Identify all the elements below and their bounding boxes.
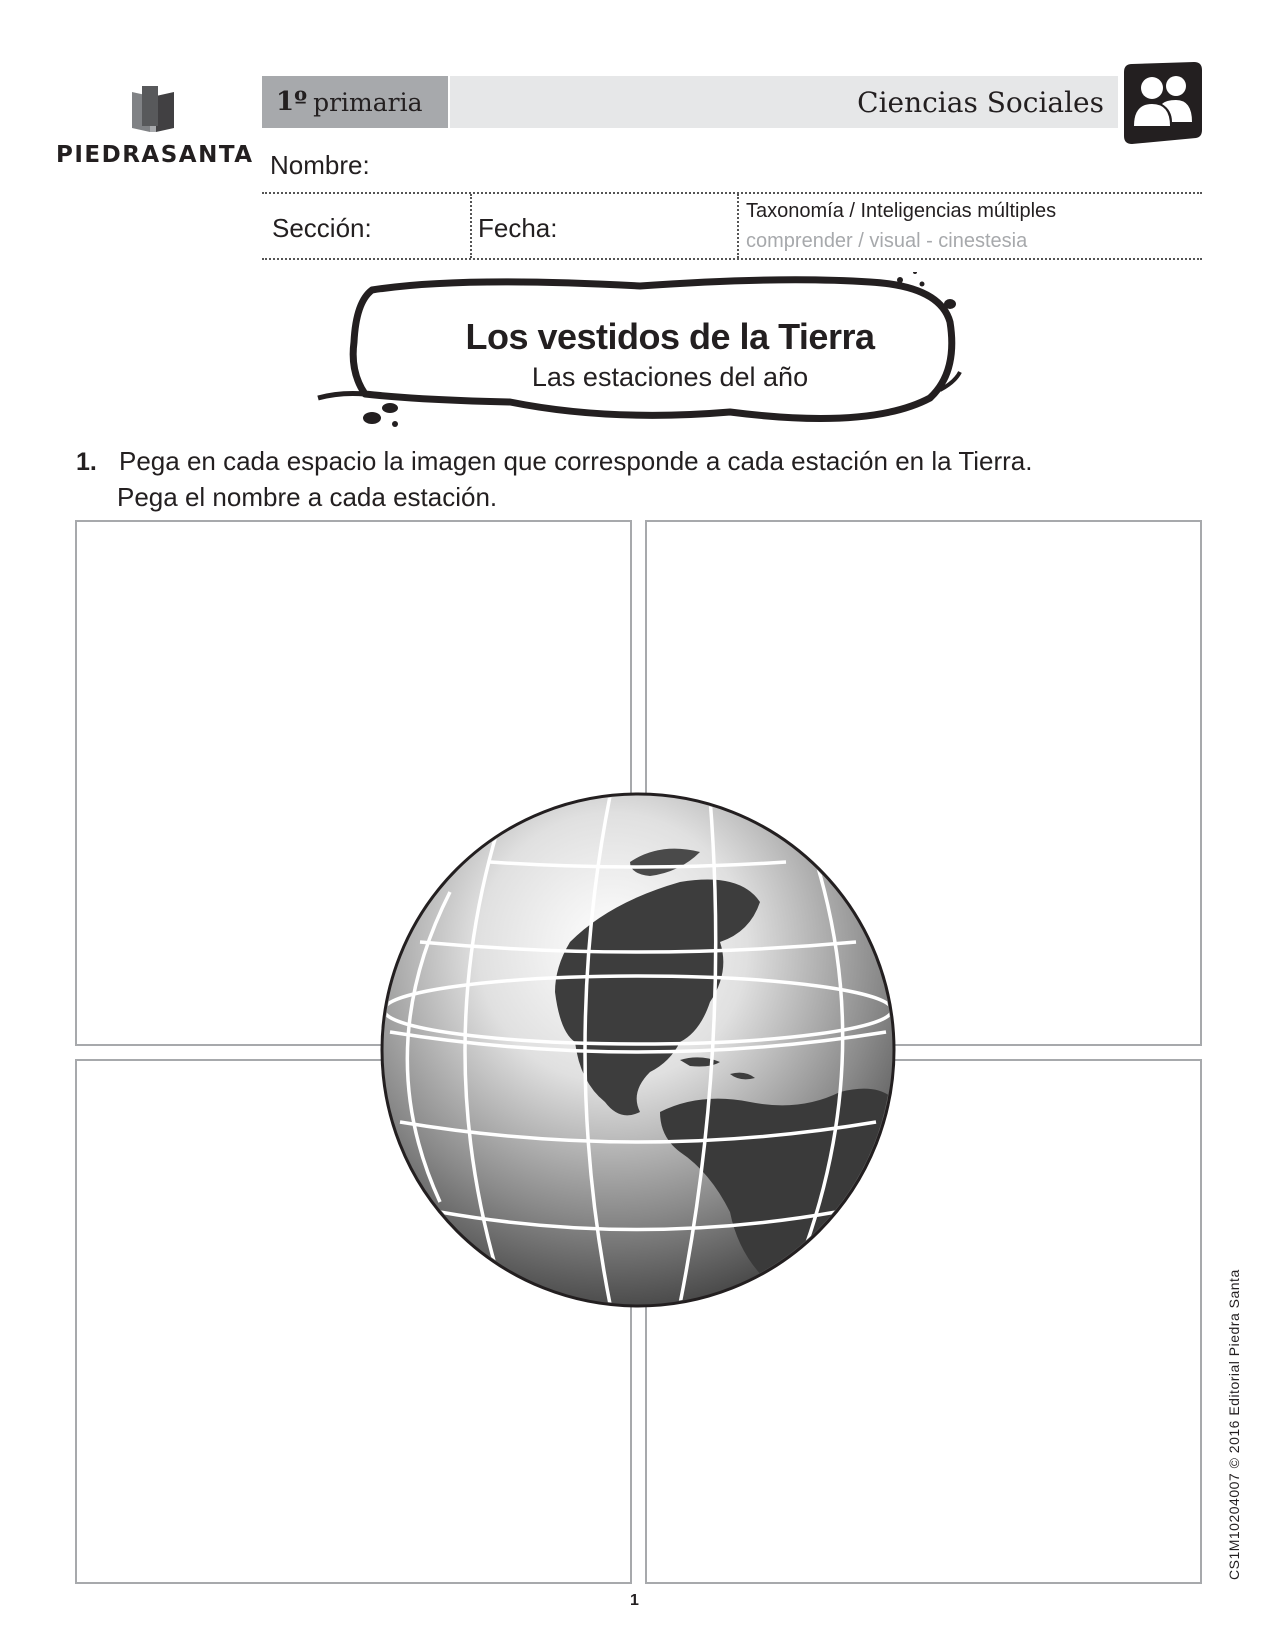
- page-title: Los vestidos de la Tierra: [465, 316, 875, 357]
- divider: [262, 258, 1202, 260]
- page-subtitle: Las estaciones del año: [531, 362, 809, 392]
- taxonomy-value: comprender / visual - cinestesia: [746, 230, 1028, 252]
- subject-title: Ciencias Sociales: [857, 85, 1104, 119]
- book-logo-icon: [128, 86, 178, 134]
- publisher-logo-text: PIEDRASANTA: [56, 142, 254, 168]
- instruction-line: Pega el nombre a cada estación.: [117, 482, 498, 512]
- date-label: Fecha:: [478, 213, 558, 243]
- instruction-line: Pega en cada espacio la imagen que corresponde a cada estación en la Tierra.: [119, 446, 1033, 476]
- instruction-number: 1.: [76, 448, 97, 476]
- grade-label: primaria: [313, 87, 423, 117]
- grade-number: 1º: [276, 87, 308, 117]
- page-number: 1: [630, 1592, 639, 1609]
- name-label: Nombre:: [270, 150, 370, 180]
- grade-badge: [262, 76, 448, 128]
- globe-illustration: [380, 792, 896, 1308]
- divider: [262, 192, 1202, 194]
- divider: [737, 194, 739, 258]
- copyright-credit: CS1M10204007 © 2016 Editorial Piedra Santa: [1226, 1269, 1242, 1580]
- subject-bar: [450, 76, 1118, 128]
- section-label: Sección:: [272, 213, 372, 243]
- taxonomy-label: Taxonomía / Inteligencias múltiples: [746, 200, 1057, 222]
- divider: [470, 194, 472, 258]
- people-icon: [1122, 60, 1202, 146]
